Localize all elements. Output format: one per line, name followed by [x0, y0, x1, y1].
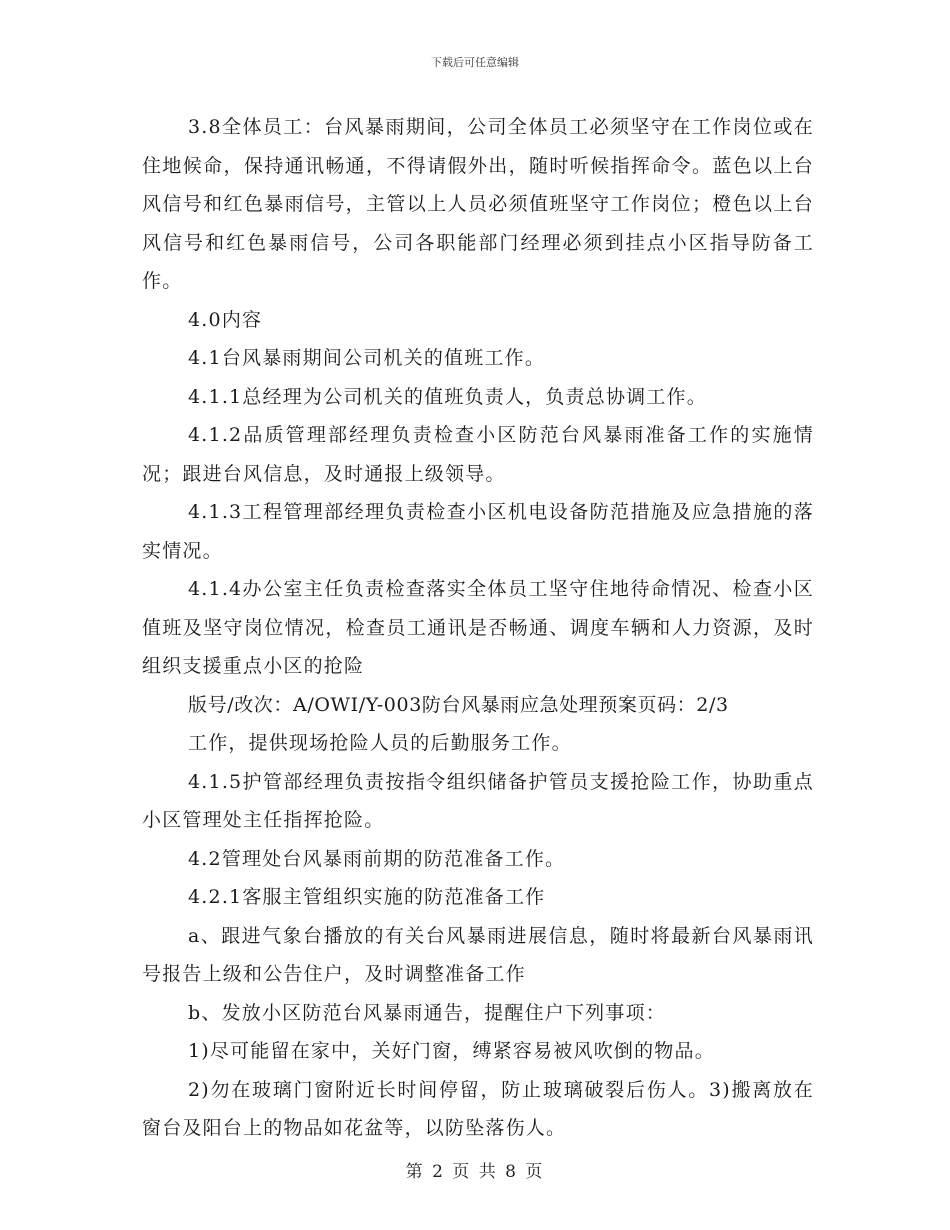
paragraph-4-1-1: 4.1.1总经理为公司机关的值班负责人，负责总协调工作。: [188, 385, 707, 408]
list-item-1: 1)尽可能留在家中，关好门窗，缚紧容易被风吹倒的物品。: [188, 1040, 715, 1062]
paragraph-4-2: 4.2管理处台风暴雨前期的防范准备工作。: [188, 847, 566, 870]
list-item-a: a、跟进气象台播放的有关台风暴雨进展信息，随时将最新台风暴雨讯号报告上级和公告住户，及时调整准备工作: [142, 924, 814, 985]
paragraph-4-1-2: 4.1.2品质管理部经理负责检查小区防范台风暴雨准备工作的实施情况；跟进台风信息，及时通报上级领导。: [142, 424, 814, 485]
paragraph-3-8: 3.8全体员工：台风暴雨期间，公司全体员工必须坚守在工作岗位或在住地候命，保持通讯畅通，不得请假外出，随时听候指挥命令。蓝色以上台风信号和红色暴雨信号，主管以上人员必须值班坚守工作岗位；橙色以上台风信号和红色暴雨信号，公司各职能部门经理必须到挂点小区指导防备工作。: [142, 116, 814, 292]
paragraph-4-1-3: 4.1.3工程管理部经理负责检查小区机电设备防范措施及应急措施的落实情况。: [142, 501, 814, 562]
paragraph-4-1-5: 4.1.5护管部经理负责按指令组织储备护管员支援抢险工作，协助重点小区管理处主任指挥抢险。: [142, 770, 814, 831]
page-footer: 第 2 页 共 8 页: [405, 1162, 545, 1182]
paragraph-4-2-1: 4.2.1客服主管组织实施的防范准备工作: [188, 886, 546, 908]
page-header: 下载后可任意编辑: [431, 56, 519, 69]
paragraph-continuation: 工作，提供现场抢险人员的后勤服务工作。: [188, 732, 572, 754]
list-item-2-3: 2)勿在玻璃门窗附近长时间停留，防止玻璃破裂后伤人。3)搬离放在窗台及阳台上的物品如花盆等，以防坠落伤人。: [142, 1078, 814, 1139]
paragraph-4-1: 4.1台风暴雨期间公司机关的值班工作。: [188, 347, 546, 369]
paragraph-4-1-4: 4.1.4办公室主任负责检查落实全体员工坚守住地待命情况、检查小区值班及坚守岗位情况，检查员工通讯是否畅通、调度车辆和人力资源，及时组织支援重点小区的抢险: [142, 578, 814, 677]
list-item-b: b、发放小区防范台风暴雨通告，提醒住户下列事项：: [188, 1001, 666, 1024]
section-heading-4-0: 4.0内容: [188, 308, 263, 331]
document-body: [142, 108, 814, 1148]
version-line: 版号/改次：A/OWI/Y-003防台风暴雨应急处理预案页码：2/3: [188, 693, 729, 716]
